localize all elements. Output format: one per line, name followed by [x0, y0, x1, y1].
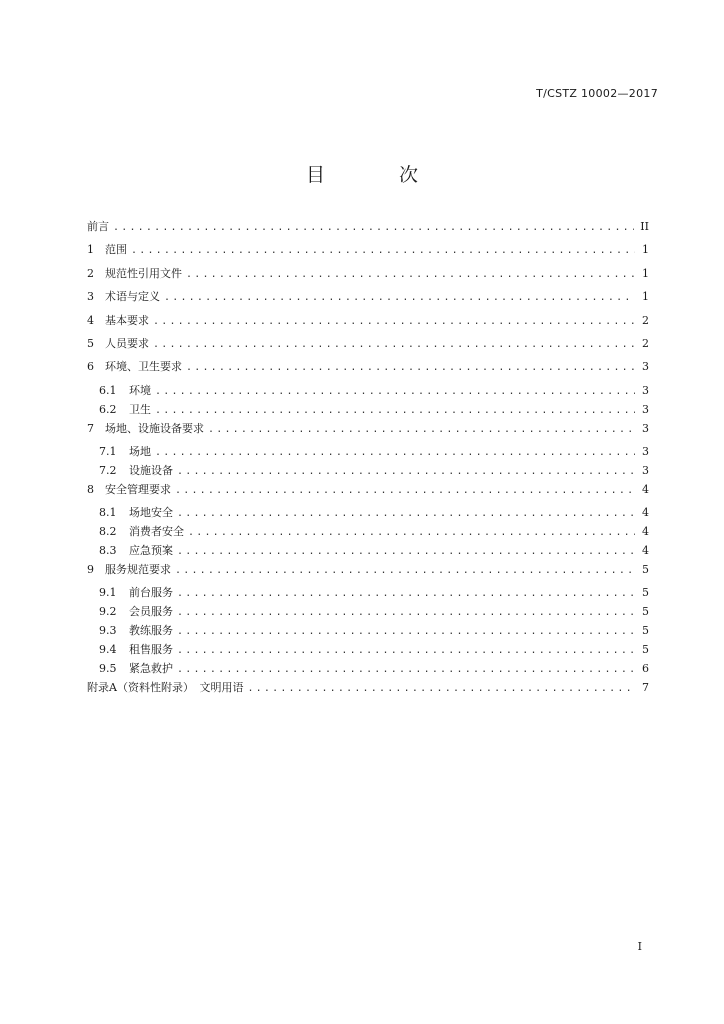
- toc-entry-page: 1: [642, 266, 649, 280]
- toc-subentry[interactable]: [87, 401, 649, 416]
- dot-leader: [111, 222, 634, 233]
- dot-leader: [153, 447, 635, 458]
- dot-leader: [175, 546, 635, 557]
- dot-leader: [175, 466, 635, 477]
- toc-entry[interactable]: [87, 679, 649, 698]
- toc-entry-label: 附录A（资料性附录） 文明用语: [87, 680, 244, 694]
- toc-entry-number: 8.2: [99, 524, 117, 538]
- toc-entry-page: 5: [642, 562, 649, 576]
- toc-entry-page: 3: [642, 444, 649, 458]
- toc-entry-page: 6: [642, 661, 649, 675]
- toc-entry-label: 范围: [105, 243, 127, 257]
- toc-entry-number: 3: [87, 290, 94, 304]
- toc-entry-page: 5: [642, 605, 649, 619]
- toc-entry-label: 紧急救护: [129, 661, 173, 675]
- toc-entry-number: 6: [87, 360, 94, 374]
- toc-entry-page: 5: [642, 586, 649, 600]
- dot-leader: [162, 292, 635, 303]
- toc-entry-label: 场地、设施设备要求: [105, 421, 204, 435]
- toc-entry-page: 4: [642, 506, 649, 520]
- toc-entry-number: 6.2: [99, 402, 117, 416]
- toc-entry-page: 4: [642, 524, 649, 538]
- dot-leader: [186, 527, 635, 538]
- toc-entry-page: 2: [642, 336, 649, 350]
- dot-leader: [245, 683, 635, 694]
- toc-subentry[interactable]: [87, 504, 649, 519]
- toc-entry-label: 教练服务: [129, 623, 173, 637]
- dot-leader: [184, 362, 635, 373]
- toc-entry[interactable]: [87, 420, 649, 439]
- toc-entry[interactable]: [87, 288, 649, 307]
- toc-entry-label: 场地安全: [129, 506, 173, 520]
- toc-entry-number: 1: [87, 243, 94, 257]
- toc-entry-page: 3: [642, 421, 649, 435]
- dot-leader: [153, 386, 635, 397]
- toc-entry-number: 9.5: [99, 661, 117, 675]
- toc-entry-number: 8: [87, 482, 94, 496]
- toc-entry[interactable]: [87, 481, 649, 500]
- toc-subentry[interactable]: [87, 382, 649, 397]
- toc-entry-page: 2: [642, 313, 649, 327]
- dot-leader: [129, 245, 635, 256]
- dot-leader: [206, 424, 635, 435]
- toc-subentry[interactable]: [87, 660, 649, 675]
- dot-leader: [175, 588, 635, 599]
- dot-leader: [151, 316, 635, 327]
- toc-entry-number: 7.2: [99, 463, 117, 477]
- toc-entry-number: 2: [87, 266, 94, 280]
- toc-entry-number: 9.4: [99, 642, 117, 656]
- toc-entry-number: 9: [87, 562, 94, 576]
- toc-entry-page: II: [640, 220, 649, 233]
- toc-entry-label: 基本要求: [105, 313, 149, 327]
- toc-entry-label: 设施设备: [129, 463, 173, 477]
- toc-entry-page: 7: [642, 680, 649, 694]
- toc-entry-label: 前台服务: [129, 586, 173, 600]
- toc-entry[interactable]: [87, 265, 649, 284]
- toc-entry-page: 4: [642, 482, 649, 496]
- toc-entry-number: 9.3: [99, 623, 117, 637]
- table-of-contents: [87, 218, 649, 702]
- standard-code: T/CSTZ 10002—2017: [536, 87, 658, 100]
- toc-entry-number: 8.1: [99, 506, 117, 520]
- toc-entry-number: 9.1: [99, 586, 117, 600]
- toc-entry-page: 3: [642, 360, 649, 374]
- toc-entry-label: 消费者安全: [129, 524, 184, 538]
- dot-leader: [153, 405, 635, 416]
- toc-entry-label: 规范性引用文件: [105, 266, 182, 280]
- toc-entry-number: 4: [87, 313, 94, 327]
- dot-leader: [175, 607, 635, 618]
- toc-subentry[interactable]: [87, 542, 649, 557]
- toc-entry-label: 环境: [129, 383, 151, 397]
- toc-entry-page: 5: [642, 642, 649, 656]
- toc-entry[interactable]: [87, 335, 649, 354]
- toc-entry[interactable]: [87, 358, 649, 377]
- toc-entry-label: 前言: [87, 220, 109, 233]
- toc-entry-label: 环境、卫生要求: [105, 360, 182, 374]
- toc-entry-label: 场地: [129, 444, 151, 458]
- toc-entry-label: 服务规范要求: [105, 562, 171, 576]
- dot-leader: [173, 565, 635, 576]
- toc-entry-label: 卫生: [129, 402, 151, 416]
- toc-entry-page: 1: [642, 243, 649, 257]
- toc-subentry[interactable]: [87, 523, 649, 538]
- dot-leader: [184, 269, 635, 280]
- toc-subentry[interactable]: [87, 641, 649, 656]
- toc-entry-number: 6.1: [99, 383, 117, 397]
- page-title: 目 次: [305, 164, 453, 186]
- toc-entry[interactable]: [87, 561, 649, 580]
- toc-entry[interactable]: [87, 241, 649, 260]
- toc-subentry[interactable]: [87, 622, 649, 637]
- toc-entry-label: 术语与定义: [105, 290, 160, 304]
- toc-subentry[interactable]: [87, 584, 649, 599]
- toc-entry-page: 5: [642, 623, 649, 637]
- toc-entry-page: 1: [642, 290, 649, 304]
- toc-entry-number: 7: [87, 421, 94, 435]
- toc-entry[interactable]: [87, 218, 649, 237]
- dot-leader: [175, 664, 635, 675]
- toc-entry-label: 人员要求: [105, 336, 149, 350]
- toc-subentry[interactable]: [87, 603, 649, 618]
- toc-subentry[interactable]: [87, 443, 649, 458]
- dot-leader: [173, 485, 635, 496]
- toc-entry-number: 5: [87, 336, 94, 350]
- dot-leader: [175, 626, 635, 637]
- toc-entry-number: 7.1: [99, 444, 117, 458]
- toc-entry-number: 9.2: [99, 605, 117, 619]
- toc-subentry[interactable]: [87, 462, 649, 477]
- dot-leader: [175, 645, 635, 656]
- dot-leader: [175, 508, 635, 519]
- toc-entry-label: 安全管理要求: [105, 482, 171, 496]
- toc-entry-page: 4: [642, 543, 649, 557]
- page-number: I: [637, 940, 642, 953]
- toc-entry-page: 3: [642, 402, 649, 416]
- toc-entry-label: 租售服务: [129, 642, 173, 656]
- dot-leader: [151, 339, 635, 350]
- toc-entry-label: 应急预案: [129, 543, 173, 557]
- toc-entry-number: 8.3: [99, 543, 117, 557]
- toc-entry-label: 会员服务: [129, 605, 173, 619]
- toc-entry-page: 3: [642, 383, 649, 397]
- toc-entry-page: 3: [642, 463, 649, 477]
- toc-entry[interactable]: [87, 312, 649, 331]
